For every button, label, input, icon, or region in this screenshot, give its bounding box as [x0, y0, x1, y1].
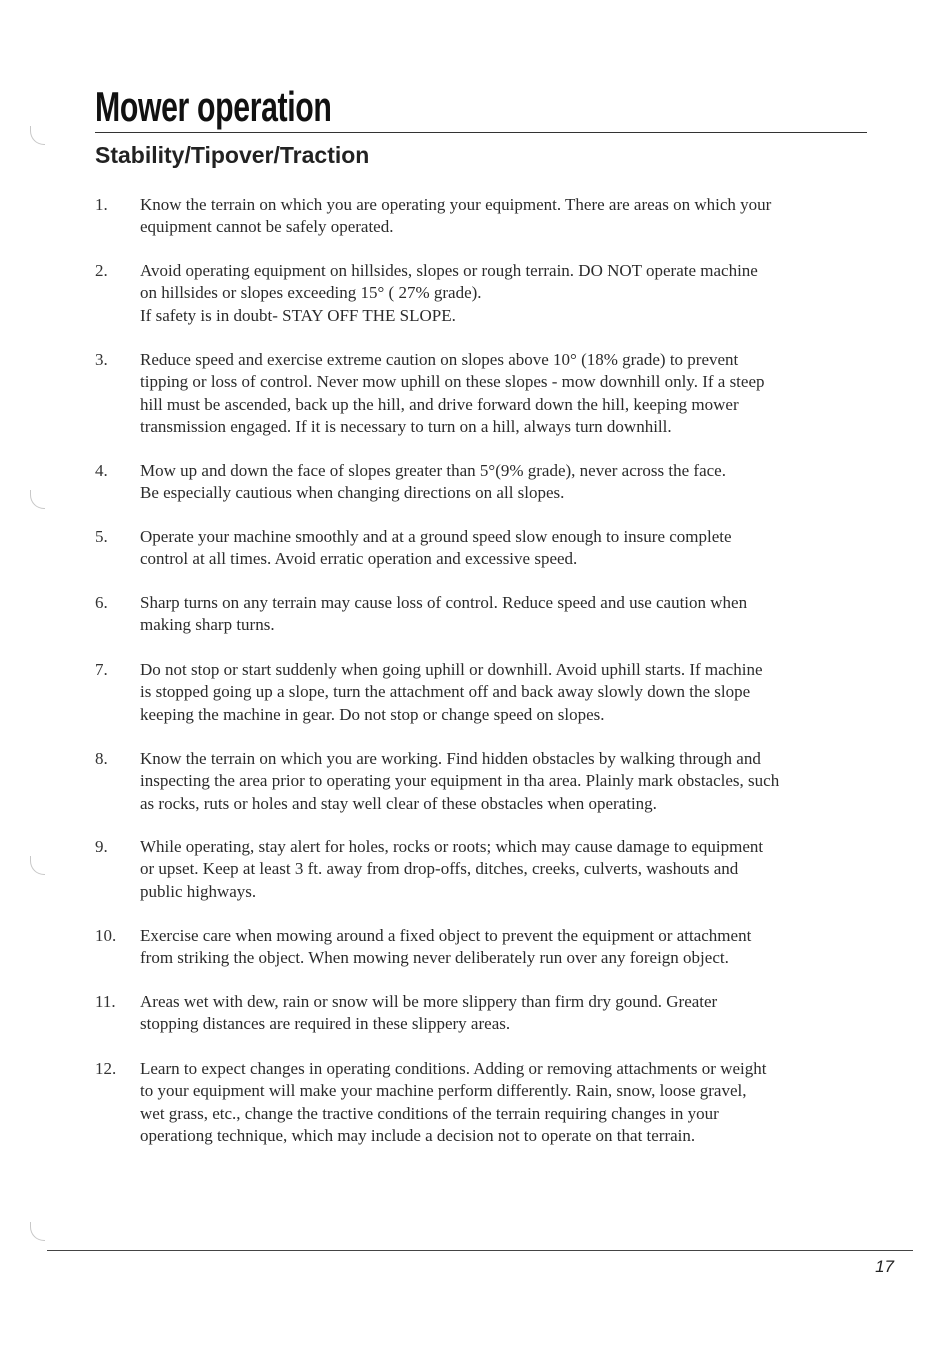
item-text-line: keeping the machine in gear. Do not stop or change speed on slopes.: [140, 704, 605, 724]
item-text: [140, 991, 875, 1036]
item-number: 8.: [95, 749, 108, 768]
item-text-line: Sharp turns on any terrain may cause loss of control. Reduce speed and use caution when: [140, 593, 748, 612]
item-text: [140, 260, 875, 327]
item-text-line: control at all times. Avoid erratic operation and excessive speed.: [140, 549, 578, 569]
item-text-line: on hillsides or slopes exceeding 15° ( 27% grade).: [140, 283, 482, 303]
item-text-line: Operate your machine smoothly and at a ground speed slow enough to insure complete: [140, 527, 732, 546]
binder-hole-mark: [30, 856, 45, 875]
title-divider: [95, 132, 867, 133]
footer-divider: [47, 1250, 913, 1251]
item-number: 11.: [95, 992, 116, 1011]
item-text: [140, 748, 875, 815]
item-text-line: operationg technique, which may include a decision not to operate on that terrain.: [140, 1125, 696, 1145]
item-text-line: Reduce speed and exercise extreme caution on slopes above 10° (18% grade) to prevent: [140, 350, 739, 369]
item-text: [140, 836, 875, 903]
item-number: 2.: [95, 261, 108, 280]
item-text: [140, 1058, 875, 1147]
item-text-line: from striking the object. When mowing never deliberately run over any foreign object.: [140, 948, 729, 968]
item-number: 12.: [95, 1059, 117, 1078]
item-text-line: Mow up and down the face of slopes greater than 5°(9% grade), never across the face.: [140, 461, 726, 480]
page-number: 17: [875, 1257, 894, 1276]
item-number: 1.: [95, 195, 108, 214]
item-number: 3.: [95, 350, 108, 369]
item-text-line: or upset. Keep at least 3 ft. away from drop-offs, ditches, creeks, culverts, washouts and: [140, 859, 739, 879]
binder-hole-mark: [30, 126, 45, 145]
item-text: [140, 592, 875, 637]
binder-hole-mark: [30, 1222, 45, 1241]
item-text-line: as rocks, ruts or holes and stay well clear of these obstacles when operating.: [140, 793, 657, 813]
item-text-line: tipping or loss of control. Never mow uphill on these slopes - mow downhill only. If a steep: [140, 372, 765, 392]
item-text: [140, 194, 875, 239]
item-text-line: Exercise care when mowing around a fixed object to prevent the equipment or attachment: [140, 926, 752, 945]
binder-hole-mark: [30, 490, 45, 509]
item-text-line: Learn to expect changes in operating conditions. Adding or removing attachments or weight: [140, 1059, 767, 1078]
item-number: 10.: [95, 926, 117, 945]
item-text-line: hill must be ascended, back up the hill, and drive forward down the hill, keeping mower: [140, 394, 739, 414]
item-text-line: wet grass, etc., change the tractive conditions of the terrain requiring changes in your: [140, 1103, 719, 1123]
item-text-line: public highways.: [140, 881, 257, 901]
page-title: Mower operation: [95, 83, 332, 130]
item-text-line: equipment cannot be safely operated.: [140, 217, 394, 237]
item-text-line: Avoid operating equipment on hillsides, slopes or rough terrain. DO NOT operate machine: [140, 261, 758, 280]
item-text-line: is stopped going up a slope, turn the attachment off and back away slowly down the slope: [140, 682, 751, 702]
item-number: 9.: [95, 837, 108, 856]
item-text-line: While operating, stay alert for holes, rocks or roots; which may cause damage to equipment: [140, 837, 764, 856]
item-text-line: Areas wet with dew, rain or snow will be more slippery than firm dry gound. Greater: [140, 992, 718, 1011]
item-number: 4.: [95, 461, 108, 480]
item-text-line: to your equipment will make your machine perform differently. Rain, snow, loose gravel,: [140, 1081, 747, 1101]
item-text-line: Know the terrain on which you are operating your equipment. There are areas on which your: [140, 195, 772, 214]
item-text-line: If safety is in doubt- STAY OFF THE SLOPE.: [140, 305, 456, 325]
item-text: [140, 460, 875, 505]
item-text-line: Be especially cautious when changing directions on all slopes.: [140, 483, 565, 503]
item-number: 5.: [95, 527, 108, 546]
item-number: 7.: [95, 660, 108, 679]
item-text: [140, 349, 875, 438]
item-text-line: making sharp turns.: [140, 615, 275, 635]
section-heading: Stability/Tipover/Traction: [95, 142, 370, 168]
item-text-line: Know the terrain on which you are working. Find hidden obstacles by walking through and: [140, 749, 761, 768]
item-text-line: Do not stop or start suddenly when going uphill or downhill. Avoid uphill starts. If machine: [140, 660, 763, 679]
item-text: [140, 659, 875, 726]
item-text-line: inspecting the area prior to operating your equipment in tha area. Plainly mark obstacles, such: [140, 771, 780, 791]
item-number: 6.: [95, 593, 108, 612]
item-text: [140, 526, 875, 571]
item-text-line: transmission engaged. If it is necessary to turn on a hill, always turn downhill.: [140, 416, 672, 436]
item-text: [140, 925, 875, 970]
item-text-line: stopping distances are required in these slippery areas.: [140, 1014, 511, 1034]
